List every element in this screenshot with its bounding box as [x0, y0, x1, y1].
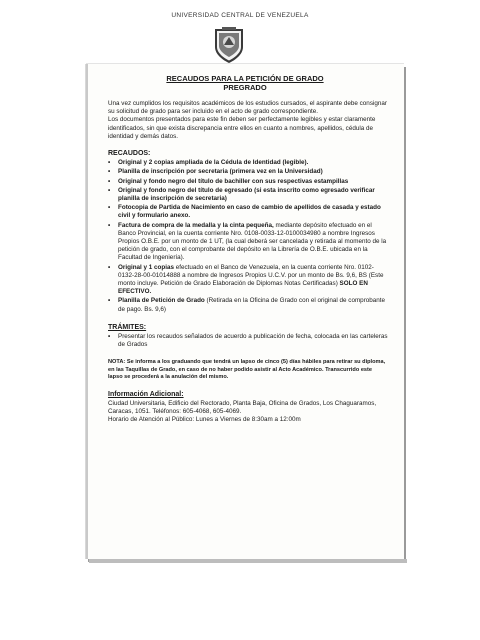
- document-subtitle: PREGRADO: [223, 83, 267, 92]
- bullet-icon: •: [108, 333, 111, 341]
- info-heading: Información Adicional:: [108, 390, 184, 398]
- recaudos-heading: RECAUDOS:: [108, 150, 151, 158]
- tramites-heading: TRÁMITES:: [108, 323, 147, 331]
- bullet-icon: •: [108, 297, 111, 305]
- info-address: Ciudad Universitaria, Edificio del Rectorado, Planta Baja, Oficina de Grados, Los Chaguaramos, Caracas, 1051. Teléfonos: 605-4068, 605-4069.: [108, 399, 377, 416]
- bullet-icon: •: [108, 221, 111, 229]
- tramites-list: [108, 333, 388, 349]
- document-page: [86, 64, 404, 559]
- intro-paragraph-1: Una vez cumplidos los requisitos académicos de los estudios cursados, el aspirante debe consignar su solicitud de grado para ser incluido en el acto de grado correspondiente.: [108, 100, 387, 116]
- list-item: • Original y fondo negro del título de bachiller con sus respectivas estampillas: [108, 177, 349, 185]
- list-item: • Original y 1 copias efectuado en el Banco de Venezuela, en la cuenta corriente Nro. 0102-0132-28-00-01014888 a nombre de Ingresos Propios U.C.V. por un monto de Bs. 9,6, BS (Este monto incluye. Petición de Grado Elaboración de Diplomas Notas Certificadas) SOLO EN EFECTIVO.: [108, 263, 384, 296]
- list-item: • Fotocopia de Partida de Nacimiento en caso de cambio de apellidos de casada y estado civil y formulario anexo.: [108, 204, 381, 220]
- bullet-icon: •: [108, 177, 111, 185]
- nota-paragraph: NOTA: Se informa a los graduando que tendrá un lapso de cinco (5) días hábiles para retirar su diploma, en las Taquillas de Grado, en caso de no haber podido asistir al Acto Académico. Transcurrido este lapso se procederá a la anulación del mismo.: [108, 359, 386, 381]
- list-item: • Original y 2 copias ampliada de la Cédula de Identidad (legible).: [108, 159, 309, 167]
- document-title: RECAUDOS PARA LA PETICIÓN DE GRADO: [166, 74, 324, 83]
- list-item: • Planilla de Petición de Grado (Retirada en la Oficina de Grado con el original de comprobante de pago. Bs. 9,6): [108, 297, 386, 313]
- list-item: • Presentar los recaudos señalados de acuerdo a publicación de fecha, colocada en las carteleras de Grados: [108, 333, 388, 349]
- bullet-icon: •: [108, 186, 111, 194]
- university-header: UNIVERSIDAD CENTRAL DE VENEZUELA: [171, 12, 309, 19]
- recaudos-list: [108, 159, 388, 314]
- list-item: • Factura de compra de la medalla y la cinta pequeña, mediante depósito efectuado en el Banco Provincial, en la cuenta corriente Nro. 0108-0033-12-0100034980 a nombre Ingresos Propios O.B.E. por un monto de 1 UT, (la cual deberá ser cancelada y retirada al momento de la petición de grado, con el comprobante del depósito en la Librería de O.B.E. ubicada en la Facultad de Ingeniería).: [108, 221, 387, 262]
- bullet-icon: •: [108, 204, 111, 212]
- list-item: • Original y fondo negro del título de egresado (si esta inscrito como egresado verificar planilla de inscripción de secretaria): [108, 186, 375, 203]
- document-title-block: [86, 74, 404, 92]
- list-item: • Planilla de inscripción por secretaria (primera vez en la Universidad): [108, 168, 323, 176]
- bullet-icon: •: [108, 263, 111, 271]
- bullet-icon: •: [108, 168, 111, 176]
- intro-paragraph-2: Los documentos presentados para este fin deben ser perfectamente legibles y estar claramente identificados, sin que exista discrepancia entre ellos en cuanto a nombres, apellidos, cédula de identidad y demás datos.: [108, 116, 376, 140]
- bullet-icon: •: [108, 159, 111, 167]
- university-seal-icon: [212, 25, 246, 65]
- document-body: [108, 100, 388, 425]
- info-hours: Horario de Atención al Público: Lunes a Viernes de 8:30am a 12:00m: [108, 416, 301, 424]
